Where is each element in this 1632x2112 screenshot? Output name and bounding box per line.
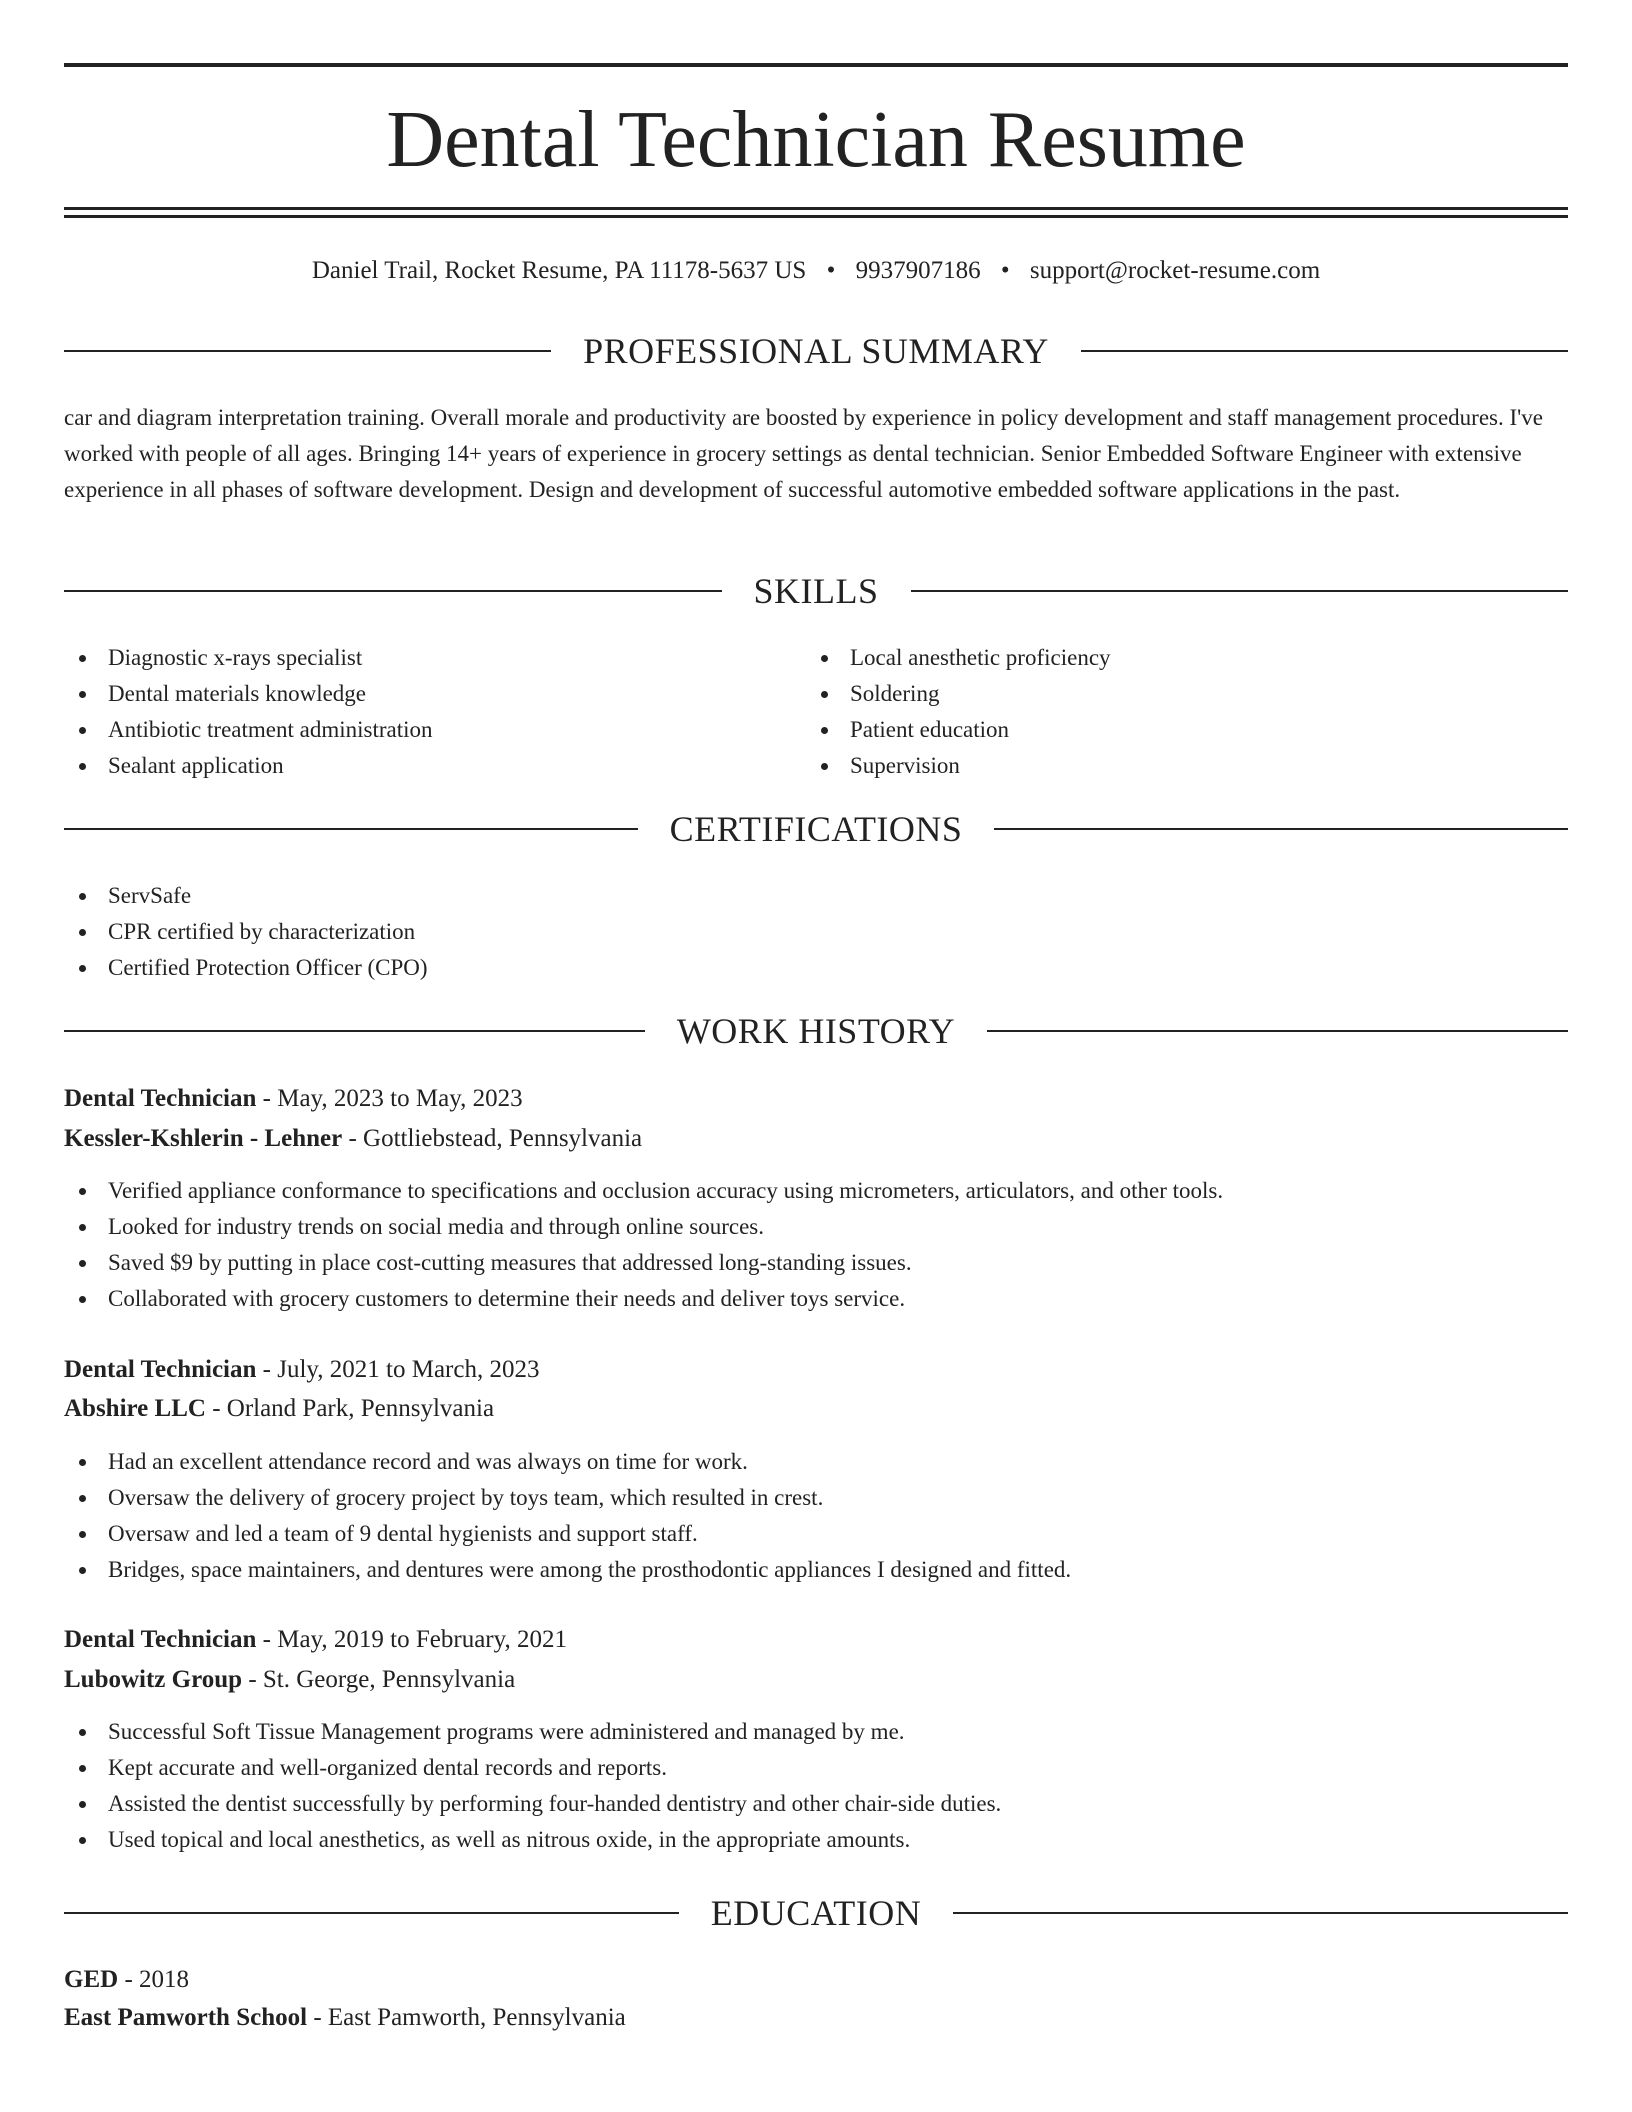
education-school-line [64, 2000, 626, 2036]
job-title: Dental Technician [64, 1085, 257, 1112]
contact-line [64, 254, 1568, 288]
skill-item: Diagnostic x-rays specialist [64, 640, 804, 676]
divider-line [64, 1912, 679, 1914]
job-employer [64, 1121, 642, 1157]
skill-item: Patient education [806, 712, 1546, 748]
job-bullet: Collaborated with grocery customers to determine their needs and deliver toys service. [64, 1281, 1568, 1317]
job-dates: - May, 2019 to February, 2021 [256, 1626, 568, 1653]
divider-line [1081, 350, 1568, 352]
section-title: WORK HISTORY [676, 1011, 956, 1051]
job-location: - Orland Park, Pennsylvania [205, 1395, 495, 1422]
job-company: Lubowitz Group [64, 1666, 243, 1693]
skill-item: Soldering [806, 676, 1546, 712]
education-degree-line [64, 1962, 189, 1998]
job-bullet: Bridges, space maintainers, and dentures were among the prosthodontic appliances I designed and fitted. [64, 1552, 1568, 1588]
job-employer [64, 1391, 494, 1427]
job-location: - Gottliebstead, Pennsylvania [342, 1125, 643, 1152]
section-title: CERTIFICATIONS [669, 809, 963, 849]
divider-line [911, 590, 1569, 592]
job-bullets [64, 1444, 1568, 1588]
job-bullet: Looked for industry trends on social media and through online sources. [64, 1209, 1568, 1245]
job-bullet: Verified appliance conformance to specifications and occlusion accuracy using micrometers, articulators, and other tools. [64, 1173, 1568, 1209]
certification-item: Certified Protection Officer (CPO) [64, 950, 1568, 986]
certifications-heading [64, 807, 1568, 851]
job-bullet: Used topical and local anesthetics, as well as nitrous oxide, in the appropriate amounts. [64, 1822, 1568, 1858]
skill-item: Dental materials knowledge [64, 676, 804, 712]
education-degree: GED [64, 1966, 119, 1993]
contact-email: support@rocket-resume.com [1029, 257, 1321, 284]
certifications-list [64, 878, 1568, 986]
skill-item: Sealant application [64, 748, 804, 784]
job-title: Dental Technician [64, 1356, 257, 1383]
title-rule-lower [64, 215, 1568, 218]
section-title: SKILLS [753, 571, 879, 611]
job-company: Kessler-Kshlerin - Lehner [64, 1125, 343, 1152]
job-dates: - May, 2023 to May, 2023 [256, 1085, 523, 1112]
education-year: - 2018 [118, 1966, 190, 1993]
skill-item: Supervision [806, 748, 1546, 784]
job-location: - St. George, Pennsylvania [242, 1666, 516, 1693]
certification-item: CPR certified by characterization [64, 914, 1568, 950]
divider-line [64, 828, 638, 830]
job-bullets [64, 1173, 1568, 1317]
contact-phone: 9937907186 [855, 257, 981, 284]
top-rule [64, 63, 1568, 67]
contact-address: Daniel Trail, Rocket Resume, PA 11178-5637 US [311, 257, 807, 284]
divider-line [64, 350, 551, 352]
resume-title: Dental Technician Resume [386, 96, 1246, 184]
summary-heading [64, 329, 1568, 373]
job-heading [64, 1622, 567, 1658]
job-heading [64, 1352, 539, 1388]
education-location: - East Pamworth, Pennsylvania [307, 2004, 626, 2031]
job-bullet: Had an excellent attendance record and was always on time for work. [64, 1444, 1568, 1480]
job-title: Dental Technician [64, 1626, 257, 1653]
job-bullet: Assisted the dentist successfully by performing four-handed dentistry and other chair-side duties. [64, 1786, 1568, 1822]
divider-line [994, 828, 1568, 830]
job-bullets [64, 1714, 1568, 1858]
skill-item: Antibiotic treatment administration [64, 712, 804, 748]
divider-line [987, 1030, 1568, 1032]
certification-item: ServSafe [64, 878, 1568, 914]
job-employer [64, 1662, 515, 1698]
education-heading [64, 1891, 1568, 1935]
job-bullet: Saved $9 by putting in place cost-cutting measures that addressed long-standing issues. [64, 1245, 1568, 1281]
job-dates: - July, 2021 to March, 2023 [256, 1356, 540, 1383]
job-company: Abshire LLC [64, 1395, 206, 1422]
contact-separator: • [1000, 257, 1010, 284]
divider-line [64, 590, 722, 592]
job-bullet: Successful Soft Tissue Management programs were administered and managed by me. [64, 1714, 1568, 1750]
divider-line [64, 1030, 645, 1032]
job-bullet: Oversaw the delivery of grocery project by toys team, which resulted in crest. [64, 1480, 1568, 1516]
contact-separator: • [826, 257, 836, 284]
divider-line [953, 1912, 1568, 1914]
section-title: PROFESSIONAL SUMMARY [583, 331, 1049, 371]
skills-list-right [806, 640, 1546, 784]
job-bullet: Oversaw and led a team of 9 dental hygienists and support staff. [64, 1516, 1568, 1552]
title-rule-upper [64, 207, 1568, 210]
job-heading [64, 1081, 523, 1117]
job-bullet: Kept accurate and well-organized dental records and reports. [64, 1750, 1568, 1786]
work-history-heading [64, 1009, 1568, 1053]
section-title: EDUCATION [710, 1893, 922, 1933]
education-school: East Pamworth School [64, 2004, 308, 2031]
summary-text: car and diagram interpretation training. Overall morale and productivity are boosted by experience in policy development and staff management procedures. I've worked with people of all ages. Bringing 14+ years of experience in grocery settings as dental technician. Senior Embedded Software Engineer with extensive experience in all phases of software development. Design and development of successful automotive embedded software applications in the past. [64, 405, 1543, 502]
skills-list-left [64, 640, 804, 784]
skill-item: Local anesthetic proficiency [806, 640, 1546, 676]
skills-heading [64, 569, 1568, 613]
